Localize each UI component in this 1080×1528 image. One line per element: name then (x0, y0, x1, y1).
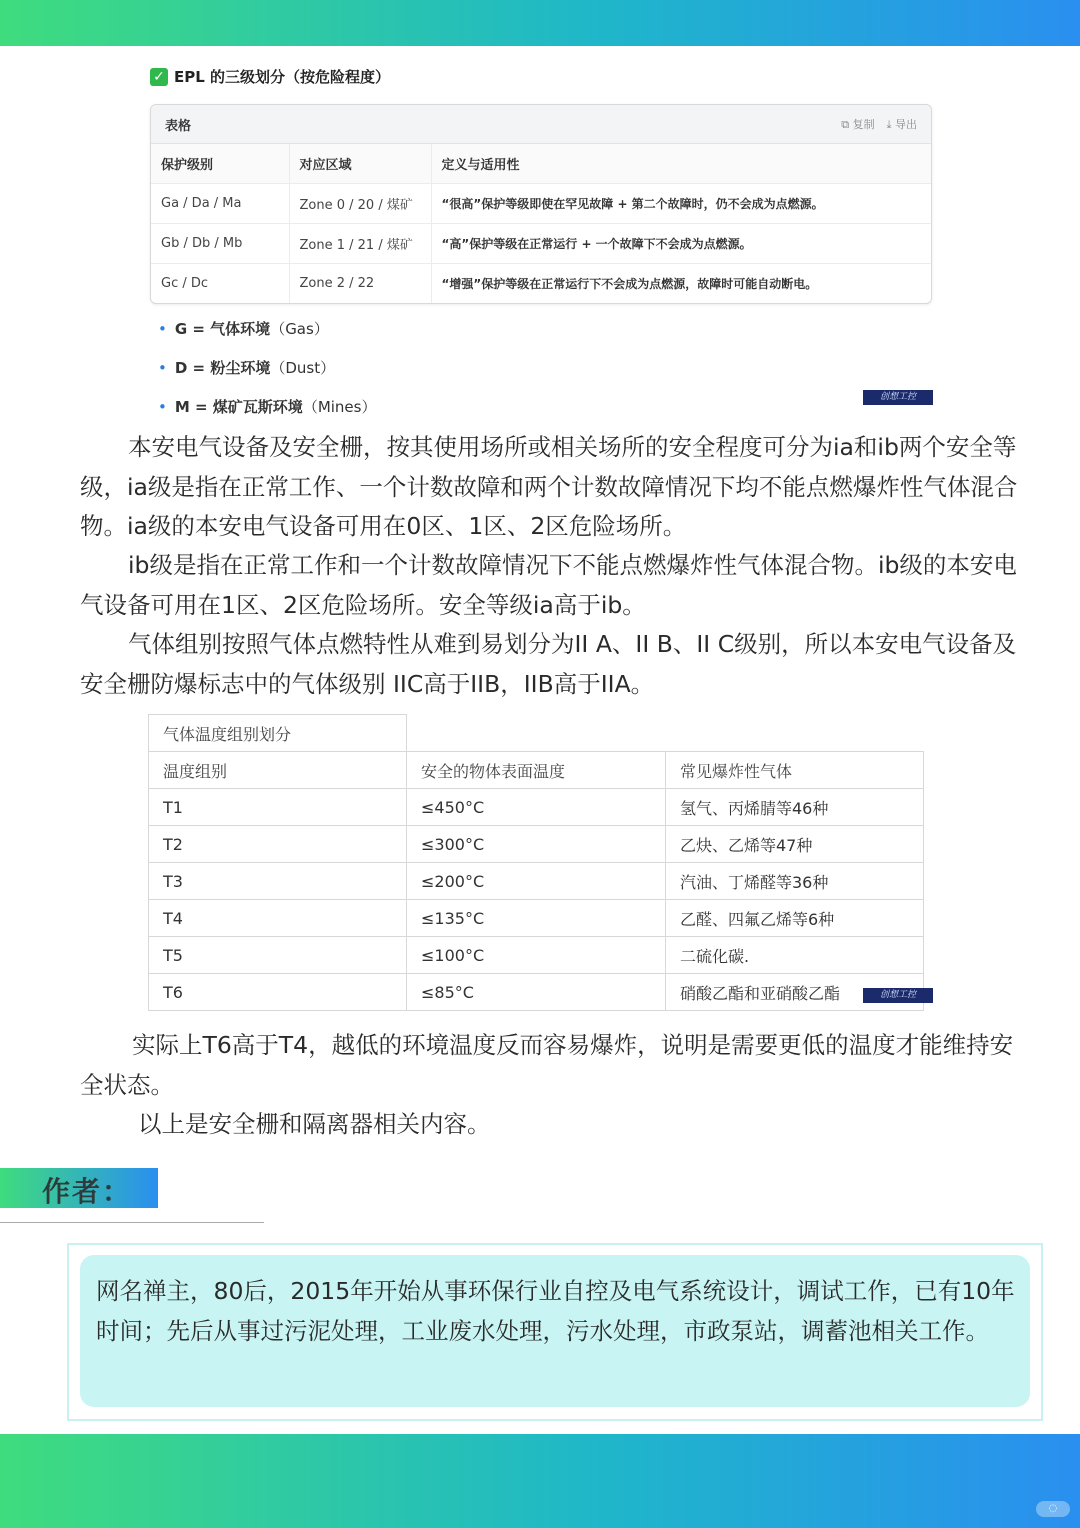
epl-header-cell: 定义与适用性 (431, 144, 931, 184)
copy-button[interactable] (841, 116, 874, 132)
epl-cell: Ga / Da / Ma (151, 184, 289, 224)
table-cell: ≤135°C (407, 900, 666, 937)
epl-table-card (150, 104, 932, 304)
table-cell: ≤85°C (407, 974, 666, 1011)
legend-item-mines (158, 396, 376, 417)
table-caption: 气体温度组别划分 (149, 715, 407, 752)
table-cell: 二硫化碳. (666, 937, 924, 974)
epl-card-header (151, 105, 931, 144)
table-cell: ≤450°C (407, 789, 666, 826)
author-bio-text: 网名禅主，80后，2015年开始从事环保行业自控及电气系统设计，调试工作，已有10年时间；先后从事过污泥处理，工业废水处理，污水处理，市政泵站，调蓄池相关工作。 (96, 1277, 1015, 1345)
table-cell: 汽油、丁烯醛等36种 (666, 863, 924, 900)
legend-note: （Mines） (302, 398, 377, 416)
table-caption-row (149, 715, 924, 752)
legend-note: （Dust） (270, 359, 336, 377)
bullet-icon: • (158, 398, 167, 416)
table-cell: T2 (149, 826, 407, 863)
paragraph-ib-level: ib级是指在正常工作和一个计数故障情况下不能点燃爆炸性气体混合物。ib级的本安电气设备可用在1区、2区危险场所。安全等级ia高于ib。 (80, 551, 1017, 619)
table-cell: 乙炔、乙烯等47种 (666, 826, 924, 863)
temperature-group-table (148, 714, 924, 1011)
paragraph-intrinsic-safety: 本安电气设备及安全栅，按其使用场所或相关场所的安全程度可分为ia和ib两个安全等级，ia级是指在正常工作、一个计数故障和两个计数故障情况下均不能点燃爆炸性气体混合物。ia级的本安电气设备可用在0区、1区、2区危险场所。 (80, 433, 1018, 540)
header-cell: 安全的物体表面温度 (407, 752, 666, 789)
legend-item-gas (158, 318, 329, 339)
table-cell: 氢气、丙烯腈等46种 (666, 789, 924, 826)
top-gradient-band (0, 0, 1080, 46)
header-cell: 温度组别 (149, 752, 407, 789)
legend-key: D = 粉尘环境 (174, 359, 271, 377)
table-row (149, 937, 924, 974)
epl-toolbar (841, 116, 917, 132)
legend-item-dust (158, 357, 335, 378)
paragraph-gas-group: 气体组别按照气体点燃特性从难到易划分为II A、II B、II C级别，所以本安电气设备及安全栅防爆标志中的气体级别 IIC高于IIB，IIB高于IIA。 (80, 630, 1017, 698)
epl-card-label: 表格 (165, 118, 192, 134)
paragraph-t6-note: 实际上T6高于T4，越低的环境温度反而容易爆炸，说明是需要更低的温度才能维持安全状态。 (80, 1031, 1014, 1099)
epl-cell: Gc / Dc (151, 264, 289, 304)
table-cell: 硝酸乙酯和亚硝酸乙酯 (666, 974, 924, 1011)
copy-label: 复制 (852, 118, 875, 131)
table-row (149, 826, 924, 863)
checkbox-icon: ✓ (150, 68, 168, 86)
epl-title-text: EPL 的三级划分（按危险程度） (174, 68, 391, 86)
table-row (149, 863, 924, 900)
table-row (151, 184, 931, 224)
divider (0, 1222, 264, 1223)
table-row (149, 900, 924, 937)
watermark-logo: 创想工控 (863, 988, 933, 1003)
table-row (149, 974, 924, 1011)
corner-badge-icon: ◌ (1036, 1501, 1070, 1517)
table-header-row (149, 752, 924, 789)
epl-cell: Zone 2 / 22 (289, 264, 431, 304)
epl-header-cell: 保护级别 (151, 144, 289, 184)
epl-cell: “增强”保护等级在正常运行下不会成为点燃源，故障时可能自动断电。 (431, 264, 931, 304)
table-cell: ≤100°C (407, 937, 666, 974)
export-button[interactable] (887, 116, 917, 132)
author-label: 作者： (42, 1175, 133, 1208)
table-cell: T5 (149, 937, 407, 974)
table-cell: ≤300°C (407, 826, 666, 863)
copy-icon: ⧉ (841, 118, 850, 131)
bullet-icon: • (158, 359, 167, 377)
download-icon: ⤓ (886, 118, 892, 131)
table-cell: 乙醛、四氟乙烯等6种 (666, 900, 924, 937)
empty-cell (407, 715, 666, 752)
table-cell: T1 (149, 789, 407, 826)
author-bio-box (67, 1243, 1043, 1421)
empty-cell (666, 715, 924, 752)
watermark-logo: 创想工控 (863, 390, 933, 405)
epl-cell: Zone 1 / 21 / 煤矿 (289, 224, 431, 264)
bullet-icon: • (158, 320, 167, 338)
paragraph-closing: 以上是安全栅和隔离器相关内容。 (138, 1110, 491, 1138)
table-cell: T3 (149, 863, 407, 900)
bottom-gradient-band (0, 1434, 1080, 1528)
legend-key: G = 气体环境 (174, 320, 271, 338)
table-cell: T6 (149, 974, 407, 1011)
epl-header-cell: 对应区域 (289, 144, 431, 184)
epl-header-row (151, 144, 931, 184)
epl-cell: “很高”保护等级即使在罕见故障 + 第二个故障时，仍不会成为点燃源。 (431, 184, 931, 224)
table-row (151, 224, 931, 264)
export-label: 导出 (895, 118, 917, 131)
table-row (151, 264, 931, 304)
author-label-tag (0, 1168, 158, 1208)
table-row (149, 789, 924, 826)
epl-cell: “高”保护等级在正常运行 + 一个故障下不会成为点燃源。 (431, 224, 931, 264)
table-cell: T4 (149, 900, 407, 937)
epl-cell: Gb / Db / Mb (151, 224, 289, 264)
legend-note: （Gas） (270, 320, 329, 338)
epl-table (151, 144, 931, 304)
legend-key: M = 煤矿瓦斯环境 (174, 398, 303, 416)
author-bio-panel (80, 1255, 1030, 1407)
epl-title (150, 66, 390, 87)
header-cell: 常见爆炸性气体 (666, 752, 924, 789)
table-cell: ≤200°C (407, 863, 666, 900)
epl-cell: Zone 0 / 20 / 煤矿 (289, 184, 431, 224)
